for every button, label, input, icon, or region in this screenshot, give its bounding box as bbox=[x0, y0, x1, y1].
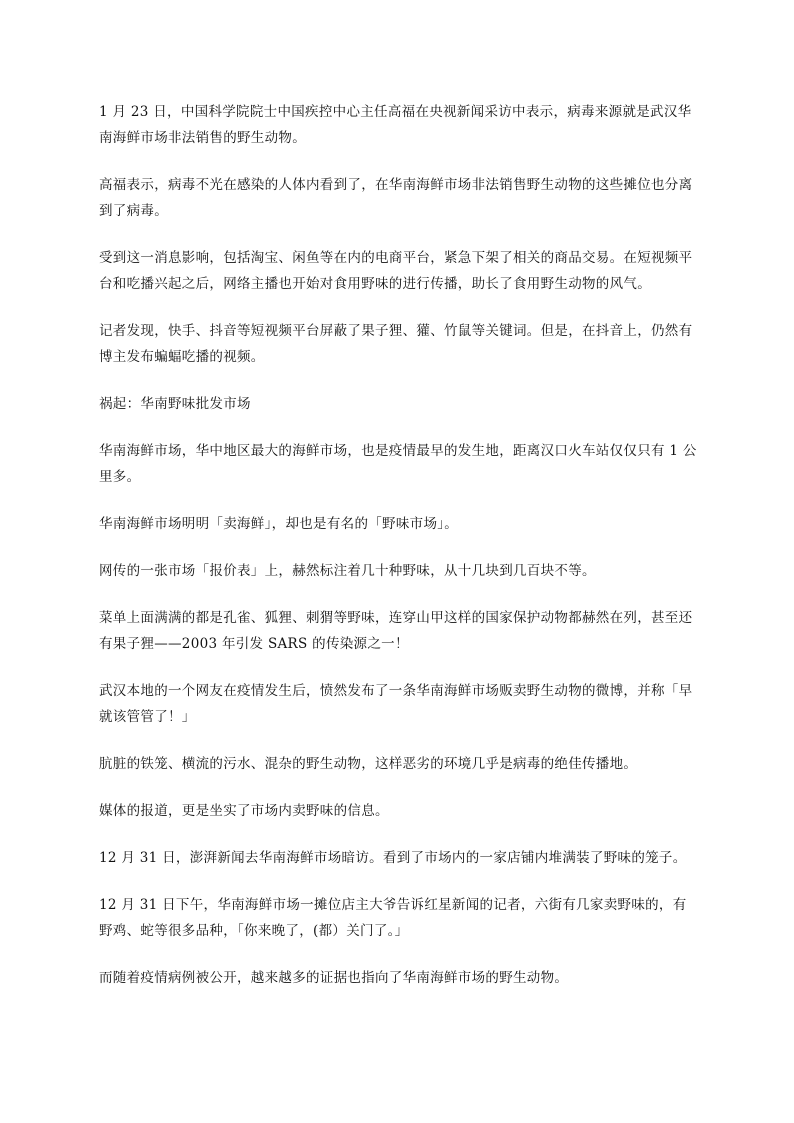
paragraph-14: 而随着疫情病例被公开，越来越多的证据也指向了华南海鲜市场的野生动物。 bbox=[99, 970, 569, 986]
paragraph-3: 受到这一消息影响，包括淘宝、闲鱼等在内的电商平台，紧急下架了相关的商品交易。在短视频平台和吃播兴起之后，网络主播也开始对食用野味的进行传播，助长了食用野生动物的风气。 bbox=[99, 250, 693, 292]
paragraph-4: 记者发现，快手、抖音等短视频平台屏蔽了果子狸、獾、竹鼠等关键词。但是，在抖音上，仍然有博主发布蝙蝠吃播的视频。 bbox=[99, 323, 693, 365]
paragraph-9: 武汉本地的一个网友在疫情发生后，愤然发布了一条华南海鲜市场贩卖野生动物的微博，并称「早就该管管了！」 bbox=[99, 683, 693, 725]
paragraph-10: 肮脏的铁笼、横流的污水、混杂的野生动物，这样恶劣的环境几乎是病毒的绝佳传播地。 bbox=[99, 756, 638, 772]
paragraph-1: 1 月 23 日，中国科学院院士中国疾控中心主任高福在央视新闻采访中表示，病毒来源就是武汉华南海鲜市场非法销售的野生动物。 bbox=[99, 104, 692, 146]
paragraph-11: 媒体的报道，更是坐实了市场内卖野味的信息。 bbox=[99, 803, 389, 819]
document-body bbox=[99, 99, 699, 991]
paragraph-8: 菜单上面满满的都是孔雀、狐狸、刺猬等野味，连穿山甲这样的国家保护动物都赫然在列，甚至还有果子狸——2003 年引发 SARS 的传染源之一！ bbox=[99, 610, 693, 652]
paragraph-5: 华南海鲜市场，华中地区最大的海鲜市场，也是疫情最早的发生地，距离汉口火车站仅仅只有 1 公里多。 bbox=[99, 443, 697, 485]
section-heading: 祸起：华南野味批发市场 bbox=[99, 396, 251, 412]
paragraph-13: 12 月 31 日下午，华南海鲜市场一摊位店主大爷告诉红星新闻的记者，六街有几家卖野味的，有野鸡、蛇等很多品种，「你来晚了，(都）关门了。」 bbox=[99, 897, 687, 939]
paragraph-6: 华南海鲜市场明明「卖海鲜」，却也是有名的「野味市场」。 bbox=[99, 516, 459, 532]
paragraph-2: 高福表示，病毒不光在感染的人体内看到了，在华南海鲜市场非法销售野生动物的这些摊位也分离到了病毒。 bbox=[99, 177, 693, 219]
paragraph-7: 网传的一张市场「报价表」上，赫然标注着几十种野味，从十几块到几百块不等。 bbox=[99, 563, 596, 579]
paragraph-12: 12 月 31 日，澎湃新闻去华南海鲜市场暗访。看到了市场内的一家店铺内堆满装了野味的笼子。 bbox=[99, 850, 687, 866]
